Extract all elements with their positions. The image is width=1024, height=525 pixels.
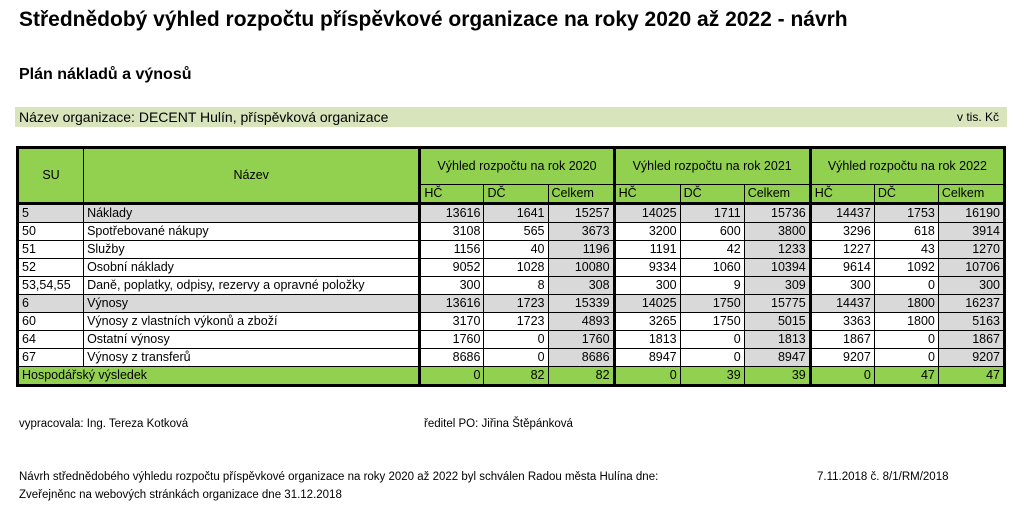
row-value: 3673: [548, 223, 614, 241]
result-value: 39: [680, 367, 744, 386]
table-row: [18, 331, 1005, 349]
result-value: 0: [420, 367, 484, 386]
row-value: 309: [744, 277, 810, 295]
row-value: 0: [874, 331, 938, 349]
row-value: 1233: [744, 241, 810, 259]
header-su: SU: [18, 148, 84, 204]
result-value: 47: [874, 367, 938, 386]
row-value: 308: [548, 277, 614, 295]
organization-bar: [15, 107, 1007, 127]
row-value: 3170: [420, 313, 484, 331]
row-value: 10080: [548, 259, 614, 277]
row-value: 14437: [810, 204, 874, 223]
row-value: 3200: [614, 223, 680, 241]
director: ředitel PO: Jiřina Štěpánková: [424, 418, 573, 430]
row-value: 9: [680, 277, 744, 295]
result-value: 82: [484, 367, 548, 386]
row-value: 3363: [810, 313, 874, 331]
row-su: 67: [18, 349, 84, 367]
table-row: [18, 349, 1005, 367]
row-name: Výnosy z vlastních výkonů a zboží: [84, 313, 420, 331]
row-name: Ostatní výnosy: [84, 331, 420, 349]
row-value: 8686: [420, 349, 484, 367]
row-value: 10394: [744, 259, 810, 277]
result-row: [18, 367, 1005, 386]
result-value: 47: [938, 367, 1004, 386]
row-value: 43: [874, 241, 938, 259]
row-value: 10706: [938, 259, 1004, 277]
subheader-hc: HČ: [810, 185, 874, 204]
subheader-dc: DČ: [874, 185, 938, 204]
row-value: 1800: [874, 295, 938, 313]
row-value: 1028: [484, 259, 548, 277]
result-value: 39: [744, 367, 810, 386]
page-title: Střednědobý výhled rozpočtu příspěvkové organizace na roky 2020 až 2022 - návrh: [19, 8, 848, 31]
table-row: [18, 241, 1005, 259]
row-value: 16190: [938, 204, 1004, 223]
row-value: 1723: [484, 295, 548, 313]
row-value: 1191: [614, 241, 680, 259]
table-row: [18, 204, 1005, 223]
row-value: 1723: [484, 313, 548, 331]
header-year-2022: Výhled rozpočtu na rok 2022: [810, 148, 1004, 185]
result-value: 82: [548, 367, 614, 386]
header-year-2021: Výhled rozpočtu na rok 2021: [614, 148, 810, 185]
unit-label: v tis. Kč: [956, 110, 999, 124]
row-value: 9614: [810, 259, 874, 277]
row-value: 15775: [744, 295, 810, 313]
row-value: 3800: [744, 223, 810, 241]
row-su: 52: [18, 259, 84, 277]
row-value: 300: [614, 277, 680, 295]
row-value: 300: [420, 277, 484, 295]
row-value: 565: [484, 223, 548, 241]
subheader-total: Celkem: [938, 185, 1004, 204]
subheader-hc: HČ: [614, 185, 680, 204]
row-value: 14437: [810, 295, 874, 313]
approval-text: Návrh střednědobého výhledu rozpočtu příspěvkové organizace na roky 2020 až 2022 byl schválen Radou města Hulína dne:: [19, 471, 659, 483]
row-su: 64: [18, 331, 84, 349]
table-row: [18, 313, 1005, 331]
row-value: 9052: [420, 259, 484, 277]
header-name: Název: [84, 148, 420, 204]
row-value: 3296: [810, 223, 874, 241]
row-value: 1867: [938, 331, 1004, 349]
row-value: 8686: [548, 349, 614, 367]
row-value: 300: [810, 277, 874, 295]
row-value: 40: [484, 241, 548, 259]
table-row: [18, 295, 1005, 313]
row-value: 1750: [680, 313, 744, 331]
row-value: 8947: [744, 349, 810, 367]
row-su: 5: [18, 204, 84, 223]
table-row: [18, 223, 1005, 241]
row-value: 0: [874, 277, 938, 295]
result-name: Hospodářský výsledek: [18, 367, 420, 386]
subheader-dc: DČ: [680, 185, 744, 204]
table-row: [18, 259, 1005, 277]
row-value: 1641: [484, 204, 548, 223]
row-value: 9207: [810, 349, 874, 367]
row-value: 1227: [810, 241, 874, 259]
row-value: 9334: [614, 259, 680, 277]
subheader-total: Celkem: [548, 185, 614, 204]
row-value: 13616: [420, 204, 484, 223]
row-name: Osobní náklady: [84, 259, 420, 277]
row-value: 0: [680, 349, 744, 367]
row-value: 5015: [744, 313, 810, 331]
row-value: 618: [874, 223, 938, 241]
row-name: Výnosy: [84, 295, 420, 313]
row-value: 1092: [874, 259, 938, 277]
approval-reference: 7.11.2018 č. 8/1/RM/2018: [817, 471, 949, 483]
row-value: 1867: [810, 331, 874, 349]
row-value: 1270: [938, 241, 1004, 259]
row-value: 1750: [680, 295, 744, 313]
prepared-by: vypracovala: Ing. Tereza Kotková: [19, 418, 189, 430]
subheader-hc: HČ: [420, 185, 484, 204]
row-value: 1711: [680, 204, 744, 223]
result-value: 0: [810, 367, 874, 386]
row-name: Náklady: [84, 204, 420, 223]
row-name: Služby: [84, 241, 420, 259]
row-value: 4893: [548, 313, 614, 331]
row-name: Daně, poplatky, odpisy, rezervy a opravné položky: [84, 277, 420, 295]
subheader-dc: DČ: [484, 185, 548, 204]
row-value: 1753: [874, 204, 938, 223]
row-value: 3108: [420, 223, 484, 241]
row-value: 1813: [614, 331, 680, 349]
row-value: 42: [680, 241, 744, 259]
row-value: 14025: [614, 204, 680, 223]
row-value: 1800: [874, 313, 938, 331]
row-value: 1760: [420, 331, 484, 349]
row-name: Spotřebované nákupy: [84, 223, 420, 241]
publication-note: Zveřejněnc na webových stránkách organizace dne 31.12.2018: [19, 489, 342, 501]
page-subtitle: Plán nákladů a výnosů: [19, 66, 192, 83]
row-value: 5163: [938, 313, 1004, 331]
subheader-total: Celkem: [744, 185, 810, 204]
row-value: 0: [680, 331, 744, 349]
row-su: 60: [18, 313, 84, 331]
row-value: 600: [680, 223, 744, 241]
row-value: 15736: [744, 204, 810, 223]
row-name: Výnosy z transferů: [84, 349, 420, 367]
row-value: 8: [484, 277, 548, 295]
row-value: 15339: [548, 295, 614, 313]
row-value: 0: [484, 349, 548, 367]
row-value: 16237: [938, 295, 1004, 313]
row-value: 0: [484, 331, 548, 349]
row-value: 9207: [938, 349, 1004, 367]
header-year-2020: Výhled rozpočtu na rok 2020: [420, 148, 614, 185]
budget-table: [16, 146, 1006, 387]
row-value: 1060: [680, 259, 744, 277]
row-value: 13616: [420, 295, 484, 313]
row-value: 1760: [548, 331, 614, 349]
row-value: 14025: [614, 295, 680, 313]
row-value: 15257: [548, 204, 614, 223]
organization-name: Název organizace: DECENT Hulín, příspěvková organizace: [19, 109, 389, 125]
row-value: 8947: [614, 349, 680, 367]
row-su: 53,54,55: [18, 277, 84, 295]
row-su: 50: [18, 223, 84, 241]
row-value: 300: [938, 277, 1004, 295]
row-value: 3914: [938, 223, 1004, 241]
row-value: 3265: [614, 313, 680, 331]
row-value: 1813: [744, 331, 810, 349]
row-value: 1196: [548, 241, 614, 259]
row-su: 51: [18, 241, 84, 259]
row-su: 6: [18, 295, 84, 313]
row-value: 1156: [420, 241, 484, 259]
row-value: 0: [874, 349, 938, 367]
result-value: 0: [614, 367, 680, 386]
table-row: [18, 277, 1005, 295]
